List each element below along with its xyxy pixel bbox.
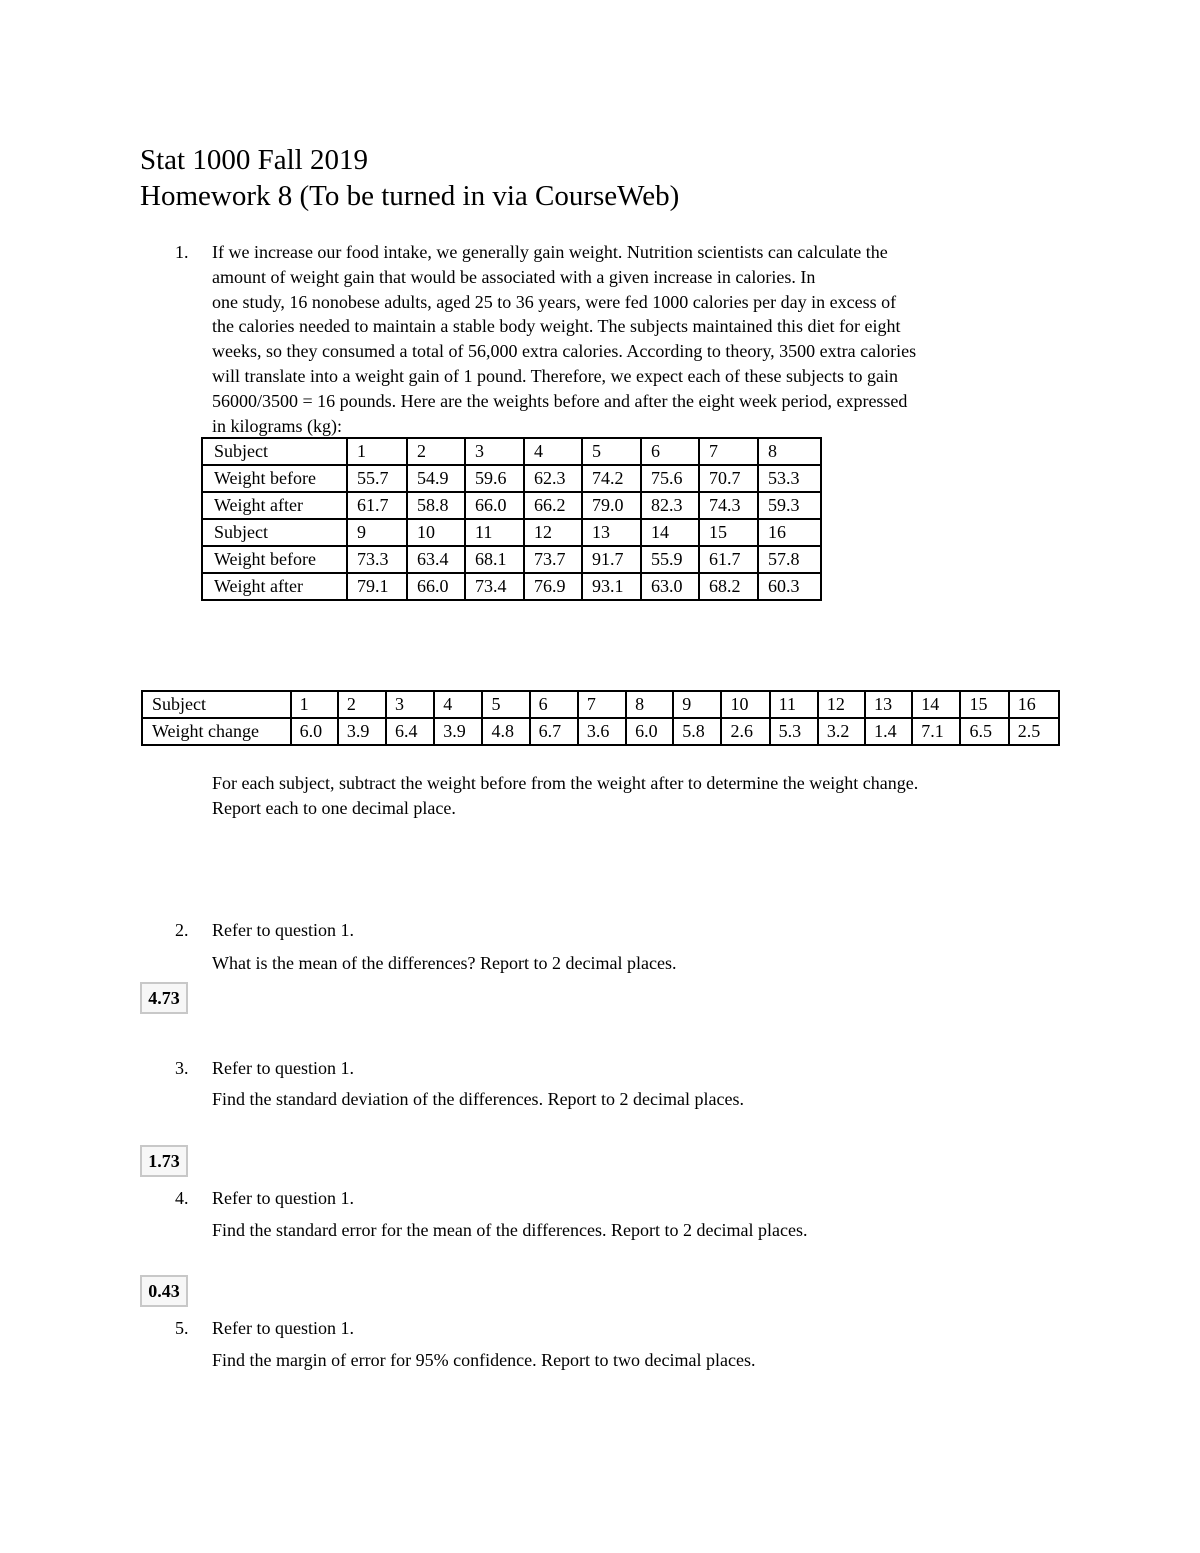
question-4-text: Find the standard error for the mean of the differences. Report to 2 decimal places. bbox=[212, 1220, 808, 1240]
weight-before-cell: 91.7 bbox=[582, 546, 641, 573]
weight-after-cell: 73.4 bbox=[465, 573, 524, 600]
weight-before-cell: 63.4 bbox=[407, 546, 465, 573]
subject-cell: 2 bbox=[338, 691, 386, 718]
weight-change-cell: 5.8 bbox=[673, 718, 721, 745]
weight-change-cell: 4.8 bbox=[482, 718, 529, 745]
weight-after-cell: 58.8 bbox=[407, 492, 465, 519]
weight-change-cell: 3.6 bbox=[578, 718, 626, 745]
question-5-text: Find the margin of error for 95% confidence. Report to two decimal places. bbox=[212, 1350, 756, 1370]
weight-before-cell: 74.2 bbox=[582, 465, 641, 492]
subject-cell: 1 bbox=[347, 438, 407, 465]
subject-cell: 8 bbox=[626, 691, 673, 718]
question-5-number: 5. bbox=[175, 1318, 189, 1338]
weight-before-cell: 57.8 bbox=[758, 546, 821, 573]
weight-change-cell: 6.7 bbox=[530, 718, 578, 745]
weight-before-cell: 55.7 bbox=[347, 465, 407, 492]
row-label: Weight before bbox=[202, 465, 347, 492]
weight-after-cell: 66.0 bbox=[407, 573, 465, 600]
weight-before-row bbox=[202, 546, 821, 573]
subject-cell: 7 bbox=[578, 691, 626, 718]
weight-before-cell: 73.7 bbox=[524, 546, 582, 573]
weight-change-cell: 2.6 bbox=[721, 718, 769, 745]
subject-cell: 9 bbox=[347, 519, 407, 546]
question-1-line: the calories needed to maintain a stable body weight. The subjects maintained this diet for eight bbox=[212, 316, 901, 337]
weight-before-cell: 75.6 bbox=[641, 465, 699, 492]
weight-change-cell: 6.0 bbox=[291, 718, 338, 745]
subject-cell: 5 bbox=[482, 691, 529, 718]
weight-before-cell: 55.9 bbox=[641, 546, 699, 573]
weight-before-cell: 59.6 bbox=[465, 465, 524, 492]
subject-cell: 11 bbox=[465, 519, 524, 546]
subject-cell: 10 bbox=[407, 519, 465, 546]
row-label: Subject bbox=[202, 438, 347, 465]
subject-cell: 11 bbox=[770, 691, 818, 718]
weight-change-cell: 1.4 bbox=[865, 718, 912, 745]
question-3-ref: Refer to question 1. bbox=[212, 1058, 354, 1078]
answer-box-q2[interactable]: 4.73 bbox=[140, 982, 188, 1014]
subject-cell: 14 bbox=[912, 691, 960, 718]
row-label: Weight after bbox=[202, 492, 347, 519]
question-1-line: will translate into a weight gain of 1 pound. Therefore, we expect each of these subjects to gain bbox=[212, 365, 898, 386]
subject-cell: 13 bbox=[582, 519, 641, 546]
weight-after-cell: 59.3 bbox=[758, 492, 821, 519]
question-2-ref: Refer to question 1. bbox=[212, 920, 354, 940]
row-label: Subject bbox=[202, 519, 347, 546]
weight-change-cell: 6.4 bbox=[386, 718, 434, 745]
instruction-line: Report each to one decimal place. bbox=[212, 797, 456, 818]
weight-before-cell: 62.3 bbox=[524, 465, 582, 492]
subject-cell: 12 bbox=[524, 519, 582, 546]
weight-after-cell: 68.2 bbox=[699, 573, 758, 600]
subject-cell: 10 bbox=[721, 691, 769, 718]
question-1-line: If we increase our food intake, we generally gain weight. Nutrition scientists can calculate the bbox=[212, 242, 888, 262]
subject-cell: 1 bbox=[291, 691, 338, 718]
question-1-line: 56000/3500 = 16 pounds. Here are the weights before and after the eight week period, expressed bbox=[212, 390, 908, 411]
weight-before-row bbox=[202, 465, 821, 492]
course-title: Stat 1000 Fall 2019 bbox=[140, 144, 368, 176]
weight-after-cell: 79.1 bbox=[347, 573, 407, 600]
subject-cell: 4 bbox=[434, 691, 482, 718]
row-label: Subject bbox=[142, 691, 291, 718]
question-4-number: 4. bbox=[175, 1188, 189, 1208]
weight-change-cell: 7.1 bbox=[912, 718, 960, 745]
question-1-line: amount of weight gain that would be associated with a given increase in calories. In bbox=[212, 266, 816, 287]
question-1-line: in kilograms (kg): bbox=[212, 415, 342, 436]
subject-cell: 3 bbox=[386, 691, 434, 718]
weight-after-cell: 79.0 bbox=[582, 492, 641, 519]
weight-before-cell: 73.3 bbox=[347, 546, 407, 573]
weight-change-cell: 6.0 bbox=[626, 718, 673, 745]
subject-cell: 6 bbox=[641, 438, 699, 465]
question-4-ref: Refer to question 1. bbox=[212, 1188, 354, 1208]
question-2-text: What is the mean of the differences? Report to 2 decimal places. bbox=[212, 953, 677, 973]
subject-cell: 15 bbox=[960, 691, 1008, 718]
weight-change-cell: 3.9 bbox=[434, 718, 482, 745]
subject-cell: 14 bbox=[641, 519, 699, 546]
weight-after-cell: 61.7 bbox=[347, 492, 407, 519]
weight-before-cell: 54.9 bbox=[407, 465, 465, 492]
subject-cell: 16 bbox=[1009, 691, 1059, 718]
subject-cell: 12 bbox=[818, 691, 865, 718]
answer-box-q3[interactable]: 1.73 bbox=[140, 1145, 188, 1177]
row-label: Weight after bbox=[202, 573, 347, 600]
subject-cell: 9 bbox=[673, 691, 721, 718]
subject-cell: 4 bbox=[524, 438, 582, 465]
subject-row bbox=[142, 691, 1059, 718]
weight-after-cell: 66.2 bbox=[524, 492, 582, 519]
subject-cell: 3 bbox=[465, 438, 524, 465]
question-1-number: 1. bbox=[175, 242, 189, 262]
subject-cell: 16 bbox=[758, 519, 821, 546]
weight-change-cell: 3.9 bbox=[338, 718, 386, 745]
weight-before-cell: 70.7 bbox=[699, 465, 758, 492]
subject-cell: 2 bbox=[407, 438, 465, 465]
assignment-title: Homework 8 (To be turned in via CourseWeb) bbox=[140, 180, 680, 212]
subject-cell: 8 bbox=[758, 438, 821, 465]
weight-after-cell: 74.3 bbox=[699, 492, 758, 519]
question-2-number: 2. bbox=[175, 920, 189, 940]
weight-after-cell: 60.3 bbox=[758, 573, 821, 600]
weight-before-cell: 61.7 bbox=[699, 546, 758, 573]
weight-before-cell: 68.1 bbox=[465, 546, 524, 573]
weight-after-cell: 66.0 bbox=[465, 492, 524, 519]
weight-after-cell: 76.9 bbox=[524, 573, 582, 600]
weight-change-table bbox=[141, 690, 1060, 746]
question-5-ref: Refer to question 1. bbox=[212, 1318, 354, 1338]
weight-change-row bbox=[142, 718, 1059, 745]
weight-change-cell: 3.2 bbox=[818, 718, 865, 745]
subject-row bbox=[202, 438, 821, 465]
question-1-line: weeks, so they consumed a total of 56,000 extra calories. According to theory, 3500 extra calories bbox=[212, 341, 917, 362]
weight-after-cell: 63.0 bbox=[641, 573, 699, 600]
subject-cell: 13 bbox=[865, 691, 912, 718]
weight-after-row bbox=[202, 573, 821, 600]
answer-box-q4[interactable]: 0.43 bbox=[140, 1275, 188, 1307]
subject-cell: 15 bbox=[699, 519, 758, 546]
question-3-text: Find the standard deviation of the differences. Report to 2 decimal places. bbox=[212, 1089, 745, 1109]
weight-change-cell: 6.5 bbox=[960, 718, 1008, 745]
subject-cell: 7 bbox=[699, 438, 758, 465]
question-1-line: one study, 16 nonobese adults, aged 25 to 36 years, were fed 1000 calories per day in excess of bbox=[212, 291, 897, 312]
row-label: Weight before bbox=[202, 546, 347, 573]
weights-table bbox=[201, 437, 822, 601]
weight-after-cell: 93.1 bbox=[582, 573, 641, 600]
question-1-text bbox=[212, 240, 916, 438]
question-1-instructions bbox=[212, 771, 918, 821]
weight-after-row bbox=[202, 492, 821, 519]
weight-change-cell: 2.5 bbox=[1009, 718, 1059, 745]
weight-change-cell: 5.3 bbox=[770, 718, 818, 745]
question-3-number: 3. bbox=[175, 1058, 189, 1078]
subject-row bbox=[202, 519, 821, 546]
weight-after-cell: 82.3 bbox=[641, 492, 699, 519]
row-label: Weight change bbox=[142, 718, 291, 745]
subject-cell: 6 bbox=[530, 691, 578, 718]
weight-before-cell: 53.3 bbox=[758, 465, 821, 492]
instruction-line: For each subject, subtract the weight before from the weight after to determine the weight change. bbox=[212, 773, 919, 793]
subject-cell: 5 bbox=[582, 438, 641, 465]
